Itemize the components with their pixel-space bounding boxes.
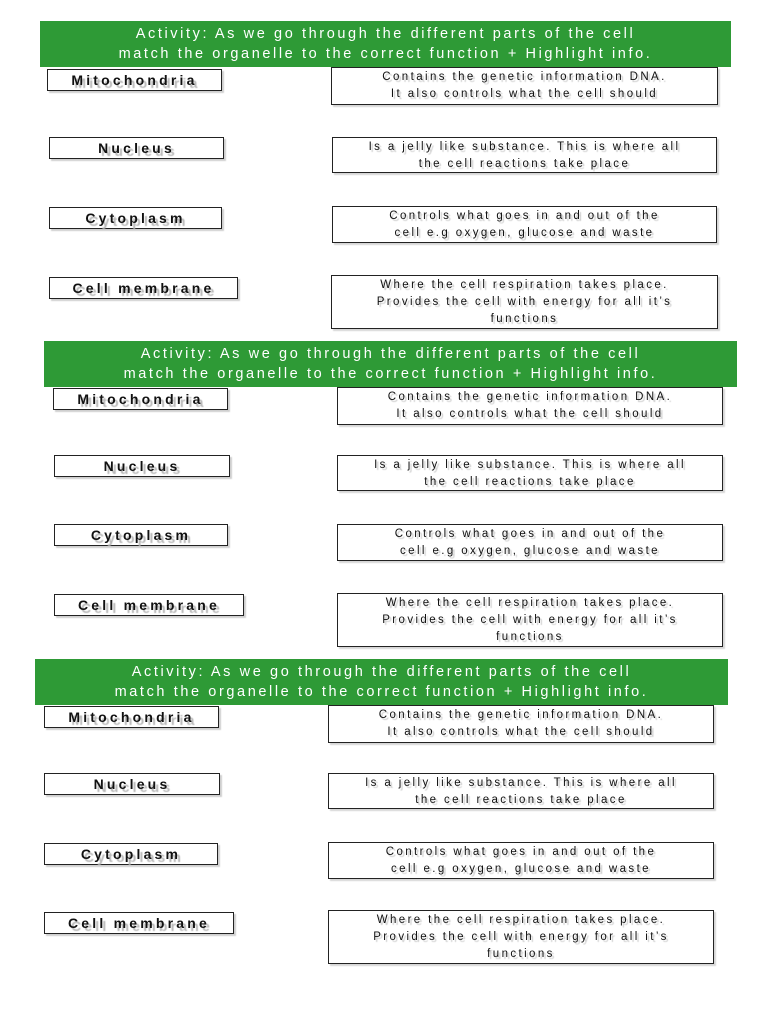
definition-line: Controls what goes in and out of the <box>385 846 657 858</box>
definition-line: Where the cell respiration takes place. <box>376 914 666 926</box>
definition-line: cell e.g oxygen, glucose and waste <box>391 863 651 875</box>
activity-banner <box>35 659 728 705</box>
banner-line-2: match the organelle to the correct function + Highlight info. <box>123 366 658 382</box>
banner-line-2: match the organelle to the correct function + Highlight info. <box>118 46 653 62</box>
definition-box[interactable] <box>337 593 723 647</box>
definition-line: It also controls what the cell should <box>387 726 655 738</box>
definition-line: Where the cell respiration takes place. <box>385 597 675 609</box>
definition-line: Is a jelly like substance. This is where all <box>374 459 686 471</box>
definition-line: the cell reactions take place <box>424 476 636 488</box>
definition-line: Is a jelly like substance. This is where all <box>368 141 681 153</box>
definition-box[interactable] <box>337 455 723 491</box>
term-cell-membrane[interactable]: Cell membrane <box>44 912 234 934</box>
definition-box[interactable] <box>328 910 714 964</box>
banner-line-1: Activity: As we go through the different parts of the cell <box>135 26 636 42</box>
definition-line: the cell reactions take place <box>418 158 631 170</box>
definition-line: Contains the genetic information DNA. <box>387 391 673 403</box>
definition-line: Where the cell respiration takes place. <box>380 279 669 291</box>
definition-line: the cell reactions take place <box>415 794 627 806</box>
definition-line: Contains the genetic information DNA. <box>378 709 664 721</box>
term-nucleus[interactable]: Nucleus <box>49 137 224 159</box>
definition-box[interactable] <box>332 137 717 173</box>
term-cytoplasm[interactable]: Cytoplasm <box>44 843 218 865</box>
definition-line: functions <box>487 948 555 960</box>
term-mitochondria[interactable]: Mitochondria <box>53 388 228 410</box>
definition-box[interactable] <box>337 387 723 425</box>
definition-box[interactable] <box>328 842 714 879</box>
definition-line: cell e.g oxygen, glucose and waste <box>400 545 660 557</box>
term-cytoplasm[interactable]: Cytoplasm <box>49 207 222 229</box>
term-mitochondria[interactable]: Mitochondria <box>47 69 222 91</box>
definition-line: Controls what goes in and out of the <box>389 210 660 222</box>
definition-line: Provides the cell with energy for all it’s <box>376 296 673 308</box>
term-cell-membrane[interactable]: Cell membrane <box>49 277 238 299</box>
definition-box[interactable] <box>337 524 723 561</box>
definition-box[interactable] <box>331 275 718 329</box>
term-mitochondria[interactable]: Mitochondria <box>44 706 219 728</box>
definition-box[interactable] <box>328 773 714 809</box>
definition-box[interactable] <box>332 206 717 243</box>
term-nucleus[interactable]: Nucleus <box>54 455 230 477</box>
banner-line-1: Activity: As we go through the different parts of the cell <box>131 664 632 680</box>
definition-box[interactable] <box>328 705 714 743</box>
definition-line: Controls what goes in and out of the <box>394 528 666 540</box>
term-nucleus[interactable]: Nucleus <box>44 773 220 795</box>
definition-line: Is a jelly like substance. This is where all <box>365 777 677 789</box>
definition-line: It also controls what the cell should <box>396 408 664 420</box>
definition-line: Provides the cell with energy for all it’s <box>382 614 678 626</box>
definition-box[interactable] <box>331 67 718 105</box>
definition-line: functions <box>490 313 559 325</box>
banner-line-1: Activity: As we go through the different parts of the cell <box>140 346 641 362</box>
term-cytoplasm[interactable]: Cytoplasm <box>54 524 228 546</box>
term-cell-membrane[interactable]: Cell membrane <box>54 594 244 616</box>
activity-banner <box>40 21 731 67</box>
definition-line: Provides the cell with energy for all it’s <box>373 931 669 943</box>
definition-line: It also controls what the cell should <box>390 88 659 100</box>
definition-line: cell e.g oxygen, glucose and waste <box>394 227 655 239</box>
definition-line: Contains the genetic information DNA. <box>382 71 667 83</box>
definition-line: functions <box>496 631 564 643</box>
banner-line-2: match the organelle to the correct function + Highlight info. <box>114 684 649 700</box>
activity-banner <box>44 341 737 387</box>
